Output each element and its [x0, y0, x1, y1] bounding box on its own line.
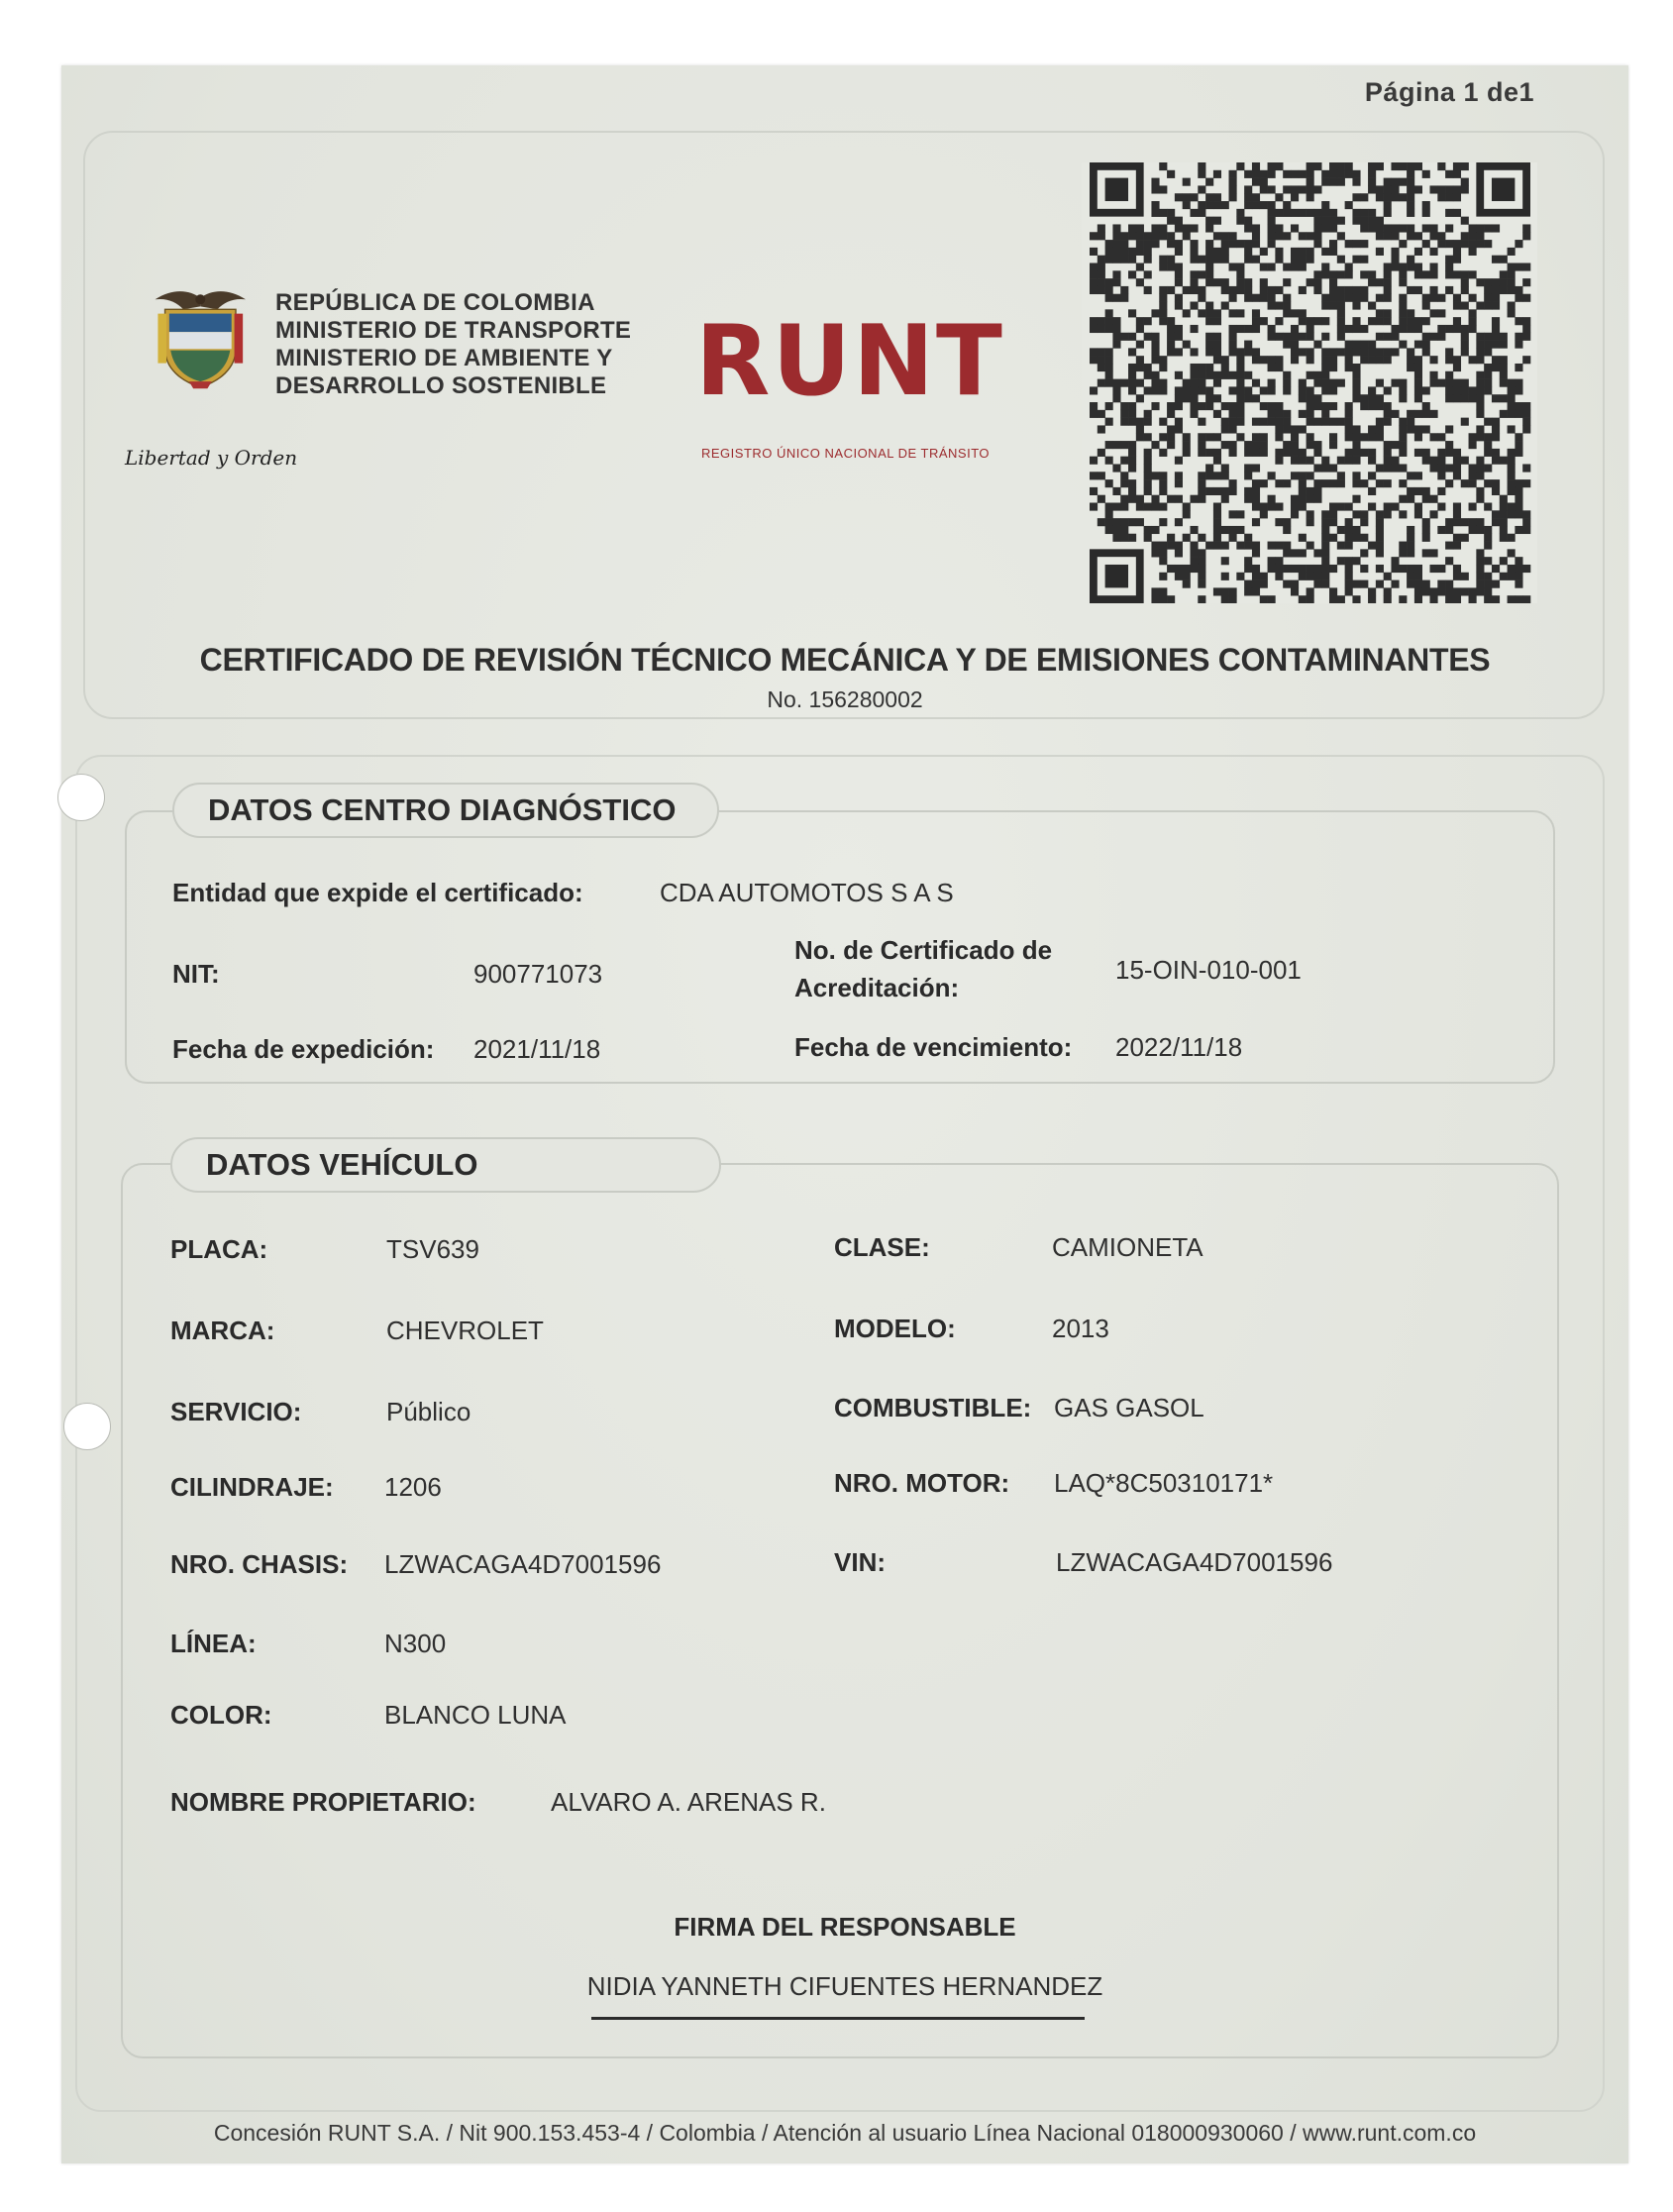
servicio-label: SERVICIO:	[170, 1397, 302, 1426]
modelo-label: MODELO:	[834, 1314, 956, 1343]
cilindraje-value: 1206	[384, 1472, 442, 1502]
signature-line	[591, 2017, 1085, 2020]
vencimiento-label: Fecha de vencimiento:	[794, 1032, 1073, 1062]
combustible-label: COMBUSTIBLE:	[834, 1393, 1032, 1422]
cilindraje-label: CILINDRAJE:	[170, 1472, 334, 1502]
linea-value: N300	[384, 1629, 447, 1658]
marca-value: CHEVROLET	[386, 1316, 544, 1345]
modelo-value: 2013	[1052, 1314, 1109, 1343]
propietario-label: NOMBRE PROPIETARIO:	[170, 1787, 476, 1817]
nit-label: NIT:	[172, 959, 220, 989]
placa-label: PLACA:	[170, 1234, 268, 1264]
page-number: Página 1 de1	[1364, 77, 1534, 107]
signature-name: NIDIA YANNETH CIFUENTES HERNANDEZ	[586, 1971, 1103, 2001]
certificate-title: CERTIFICADO DE REVISIÓN TÉCNICO MECÁNICA Y DE EMISIONES CONTAMINANTES	[199, 642, 1491, 678]
chasis-label: NRO. CHASIS:	[170, 1549, 349, 1579]
clase-label: CLASE:	[834, 1232, 930, 1262]
ministry-line: MINISTERIO DE AMBIENTE Y	[275, 345, 613, 371]
acreditacion-label-line: No. de Certificado de	[794, 935, 1053, 965]
certificate-sheet	[61, 65, 1628, 2163]
vencimiento-value: 2022/11/18	[1115, 1032, 1243, 1062]
centro-section-title: DATOS CENTRO DIAGNÓSTICO	[172, 783, 719, 838]
marca-label: MARCA:	[170, 1316, 275, 1345]
propietario-value: ALVARO A. ARENAS R.	[551, 1787, 826, 1817]
motor-label: NRO. MOTOR:	[834, 1468, 1010, 1498]
acreditacion-label	[794, 931, 1052, 1006]
expedicion-value: 2021/11/18	[473, 1034, 601, 1064]
nit-value: 900771073	[473, 959, 603, 989]
clase-value: CAMIONETA	[1052, 1232, 1203, 1262]
ministry-block	[275, 289, 631, 400]
color-label: COLOR:	[170, 1700, 272, 1730]
vin-label: VIN:	[834, 1547, 886, 1577]
servicio-value: Público	[386, 1397, 471, 1426]
ministry-line: MINISTERIO DE TRANSPORTE	[275, 317, 632, 344]
acreditacion-label-line: Acreditación:	[794, 973, 960, 1002]
certificate-number: No. 156280002	[767, 686, 923, 712]
acreditacion-value: 15-OIN-010-001	[1115, 955, 1302, 985]
vin-value: LZWACAGA4D7001596	[1056, 1547, 1333, 1577]
combustible-value: GAS GASOL	[1054, 1393, 1204, 1422]
linea-label: LÍNEA:	[170, 1629, 257, 1658]
entidad-value: CDA AUTOMOTOS S A S	[660, 878, 954, 907]
qr-code-icon	[1082, 162, 1537, 603]
entidad-label: Entidad que expide el certificado:	[172, 878, 583, 907]
motto-text: Libertad y Orden	[125, 446, 298, 470]
vehiculo-section-title: DATOS VEHÍCULO	[170, 1137, 721, 1193]
runt-logo: RUNT	[695, 305, 1004, 418]
footer-text: Concesión RUNT S.A. / Nit 900.153.453-4 / Colombia / Atención al usuario Línea Nacional 018000930060 / www.runt.com.co	[213, 2120, 1477, 2146]
placa-value: TSV639	[386, 1234, 479, 1264]
punch-hole	[57, 774, 105, 821]
motor-value: LAQ*8C50310171*	[1054, 1468, 1274, 1498]
expedicion-label: Fecha de expedición:	[172, 1034, 435, 1064]
chasis-value: LZWACAGA4D7001596	[384, 1549, 662, 1579]
signature-title: FIRMA DEL RESPONSABLE	[674, 1912, 1016, 1942]
color-value: BLANCO LUNA	[384, 1700, 567, 1730]
coat-of-arms-icon	[117, 285, 256, 434]
punch-hole	[63, 1403, 111, 1450]
ministry-line: REPÚBLICA DE COLOMBIA	[275, 289, 595, 316]
ministry-line: DESARROLLO SOSTENIBLE	[275, 372, 607, 399]
runt-subtitle: REGISTRO ÚNICO NACIONAL DE TRÁNSITO	[701, 446, 991, 461]
